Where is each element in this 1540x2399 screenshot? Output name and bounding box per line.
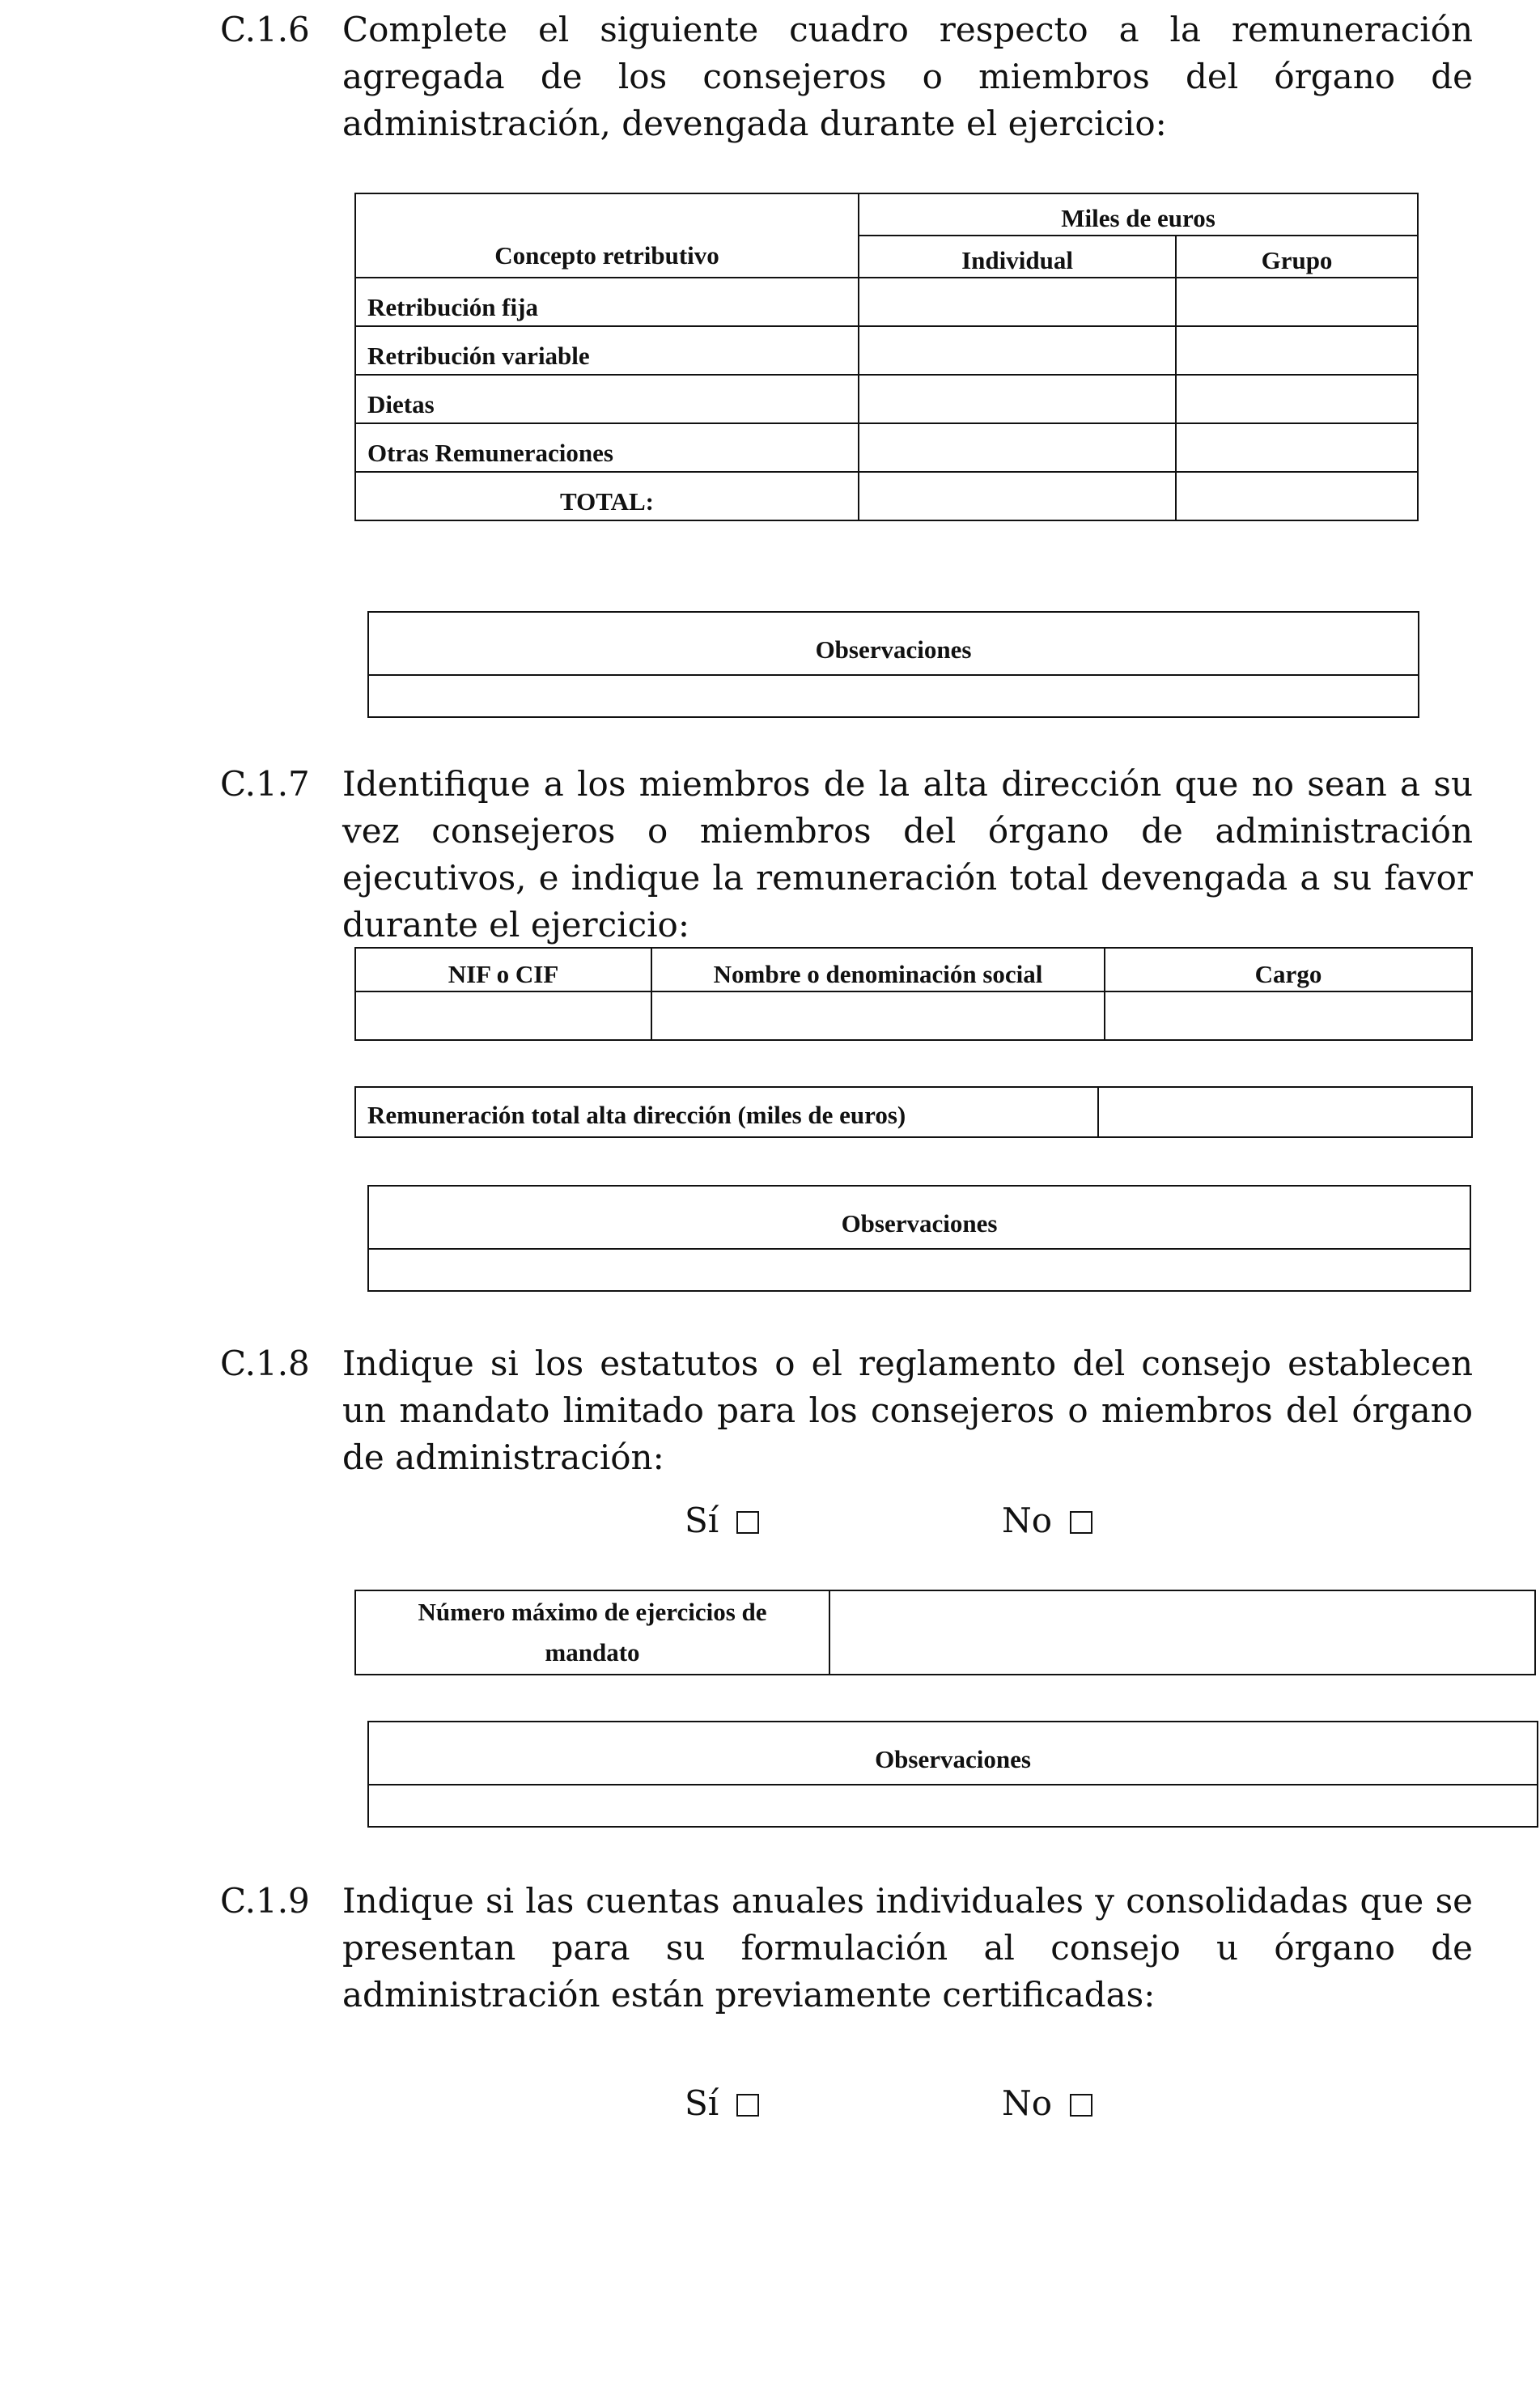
cell-fija-grupo[interactable] [1176,278,1418,326]
header-nombre: Nombre o denominación social [651,948,1105,991]
observaciones-header-c18: Observaciones [368,1722,1538,1785]
c18-yes-label: Sí [685,1501,719,1540]
c19-yes-option[interactable] [685,2080,759,2127]
c19-yes-label: Sí [685,2083,719,2123]
observaciones-field-c17[interactable] [368,1249,1470,1291]
cell-cargo[interactable] [1105,991,1472,1040]
row-label-retribucion-variable: Retribución variable [355,326,859,375]
row-label-otras-remuneraciones: Otras Remuneraciones [355,423,859,472]
observaciones-table-c16 [367,611,1419,718]
row-label-dietas: Dietas [355,375,859,423]
cell-variable-individual[interactable] [859,326,1176,375]
remuneracion-total-label: Remuneración total alta dirección (miles de euros) [355,1087,1098,1137]
alta-direccion-table [354,947,1473,1041]
c18-yes-checkbox[interactable] [736,1511,759,1534]
cell-dietas-individual[interactable] [859,375,1176,423]
observaciones-field-c18[interactable] [368,1785,1538,1827]
c18-no-checkbox[interactable] [1070,1511,1092,1534]
question-number-c19: C.1.9 [220,1881,310,1921]
question-number-c16: C.1.6 [220,10,310,49]
c18-no-option[interactable] [1002,1497,1092,1544]
cell-dietas-grupo[interactable] [1176,375,1418,423]
header-cargo: Cargo [1105,948,1472,991]
mandato-table [354,1590,1536,1675]
question-text-c16: Complete el siguiente cuadro respecto a la remuneración agregada de los consejeros o miembros del órgano de administración, devengada durante el ejercicio: [342,10,1473,143]
cell-variable-grupo[interactable] [1176,326,1418,375]
header-concepto: Concepto retributivo [355,193,859,278]
row-label-total: TOTAL: [355,472,859,520]
observaciones-table-c18 [367,1721,1538,1828]
header-miles-de-euros: Miles de euros [859,193,1418,236]
cell-fija-individual[interactable] [859,278,1176,326]
c19-no-checkbox[interactable] [1070,2094,1092,2117]
cell-total-individual[interactable] [859,472,1176,520]
c18-no-label: No [1002,1501,1053,1540]
question-number-c17: C.1.7 [220,764,310,804]
header-grupo: Grupo [1176,236,1418,278]
observaciones-header-c17: Observaciones [368,1186,1470,1249]
observaciones-header-c16: Observaciones [368,612,1419,675]
c18-yes-option[interactable] [685,1497,759,1544]
remuneracion-total-table [354,1086,1473,1138]
question-text-c19: Indique si las cuentas anuales individuales y consolidadas que se presentan para su formulación al consejo u órgano de administración están previamente certificadas: [342,1881,1473,2015]
question-number-c18: C.1.8 [220,1344,310,1383]
remuneration-table [354,193,1419,521]
cell-nombre[interactable] [651,991,1105,1040]
header-individual: Individual [859,236,1176,278]
observaciones-table-c17 [367,1185,1471,1292]
row-label-retribucion-fija: Retribución fija [355,278,859,326]
cell-nif[interactable] [355,991,651,1040]
c19-no-option[interactable] [1002,2080,1092,2127]
c19-yes-checkbox[interactable] [736,2094,759,2117]
cell-otras-grupo[interactable] [1176,423,1418,472]
cell-otras-individual[interactable] [859,423,1176,472]
mandato-field[interactable] [829,1590,1535,1675]
mandato-label: Número máximo de ejercicios de mandato [355,1590,829,1675]
question-text-c17: Identifique a los miembros de la alta dirección que no sean a su vez consejeros o miembros del órgano de administración ejecutivos, e indique la remuneración total devengada a su favor durante el ejercicio: [342,764,1473,945]
remuneracion-total-field[interactable] [1098,1087,1472,1137]
cell-total-grupo[interactable] [1176,472,1418,520]
header-nif-cif: NIF o CIF [355,948,651,991]
c19-no-label: No [1002,2083,1053,2123]
observaciones-field-c16[interactable] [368,675,1419,717]
question-text-c18: Indique si los estatutos o el reglamento del consejo establecen un mandato limitado para los consejeros o miembros del órgano de administración: [342,1344,1473,1477]
